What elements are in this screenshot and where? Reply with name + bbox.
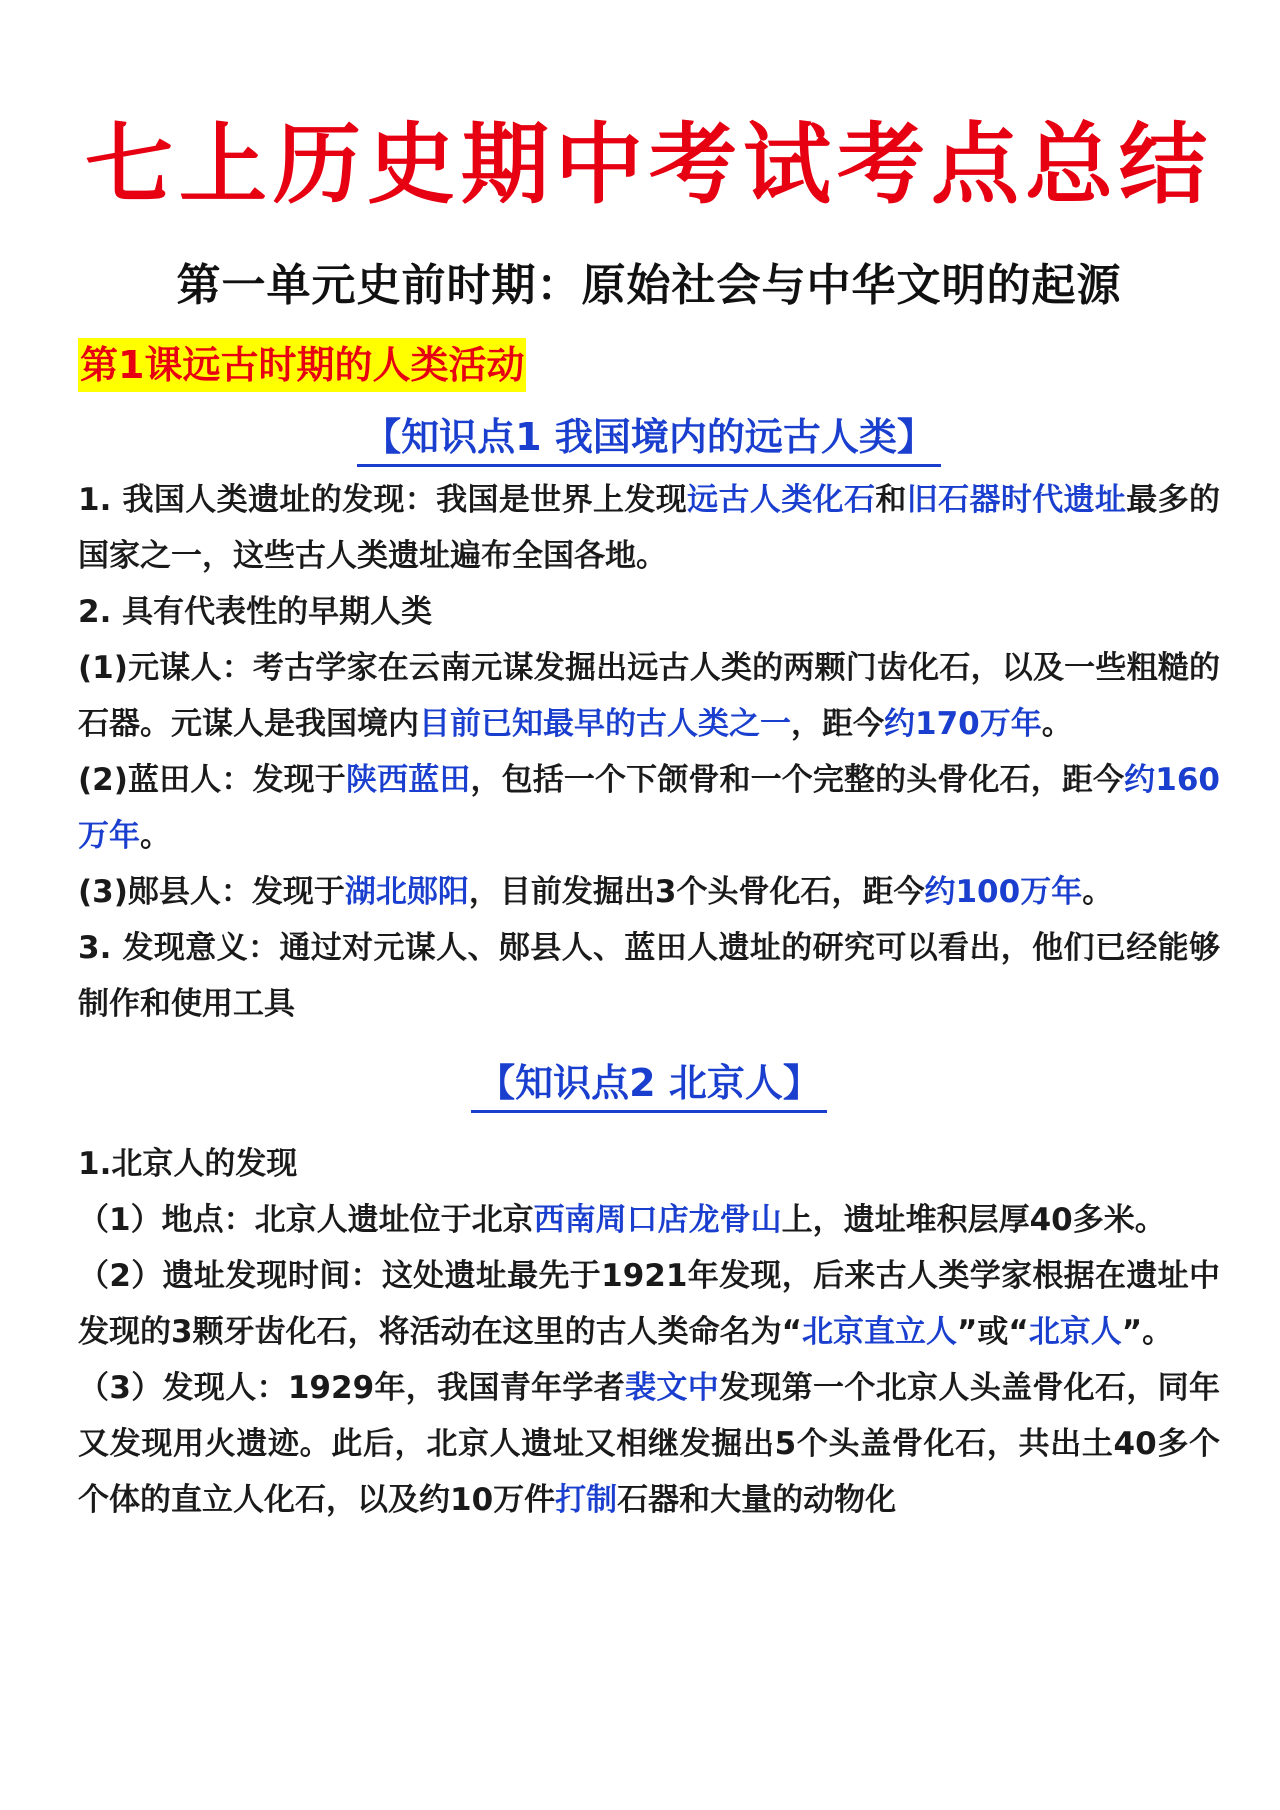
kp1-paragraph-4: (2)蓝田人：发现于陕西蓝田，包括一个下颌骨和一个完整的头骨化石，距今约160万年。	[78, 762, 1220, 854]
kp1-paragraph-1: 1. 我国人类遗址的发现：我国是世界上发现远古人类化石和旧石器时代遗址最多的国家之一，这些古人类遗址遍布全国各地。	[78, 482, 1221, 574]
knowledge-point-2-heading: 【知识点2 北京人】	[78, 1056, 1220, 1118]
kp2-paragraph-4: （3）发现人：1929年，我国青年学者裴文中发现第一个北京人头盖骨化石，同年又发现用火遗迹。此后，北京人遗址又相继发掘出5个头盖骨化石，共出土40多个个体的直立人化石，以及约10万件打制石器和大量的动物化	[78, 1370, 1220, 1518]
kp1-paragraph-6: 3. 发现意义：通过对元谋人、郧县人、蓝田人遗址的研究可以看出，他们已经能够制作和使用工具	[78, 930, 1220, 1022]
kp1-paragraph-3: (1)元谋人：考古学家在云南元谋发掘出远古人类的两颗门齿化石，以及一些粗糙的石器。元谋人是我国境内目前已知最早的古人类之一，距今约170万年。	[78, 650, 1220, 742]
kp2-paragraph-3: （2）遗址发现时间：这处遗址最先于1921年发现，后来古人类学家根据在遗址中发现的3颗牙齿化石，将活动在这里的古人类命名为“北京直立人”或“北京人”。	[78, 1258, 1220, 1350]
unit-title: 第一单元史前时期：原始社会与中华文明的起源	[176, 260, 1122, 311]
page-title: 七上历史期中考试考点总结	[84, 113, 1213, 216]
lesson-title: 第1课远古时期的人类活动	[78, 338, 526, 392]
kp1-paragraph-5: (3)郧县人：发现于湖北郧阳，目前发掘出3个头骨化石，距今约100万年。	[78, 874, 1114, 910]
knowledge-point-1-heading: 【知识点1 我国境内的远古人类】	[78, 410, 1220, 472]
kp2-paragraph-2: （1）地点：北京人遗址位于北京西南周口店龙骨山上，遗址堆积层厚40多米。	[78, 1202, 1166, 1238]
kp1-paragraph-2: 2. 具有代表性的早期人类	[78, 594, 433, 630]
kp2-paragraph-1: 1.北京人的发现	[78, 1146, 298, 1182]
